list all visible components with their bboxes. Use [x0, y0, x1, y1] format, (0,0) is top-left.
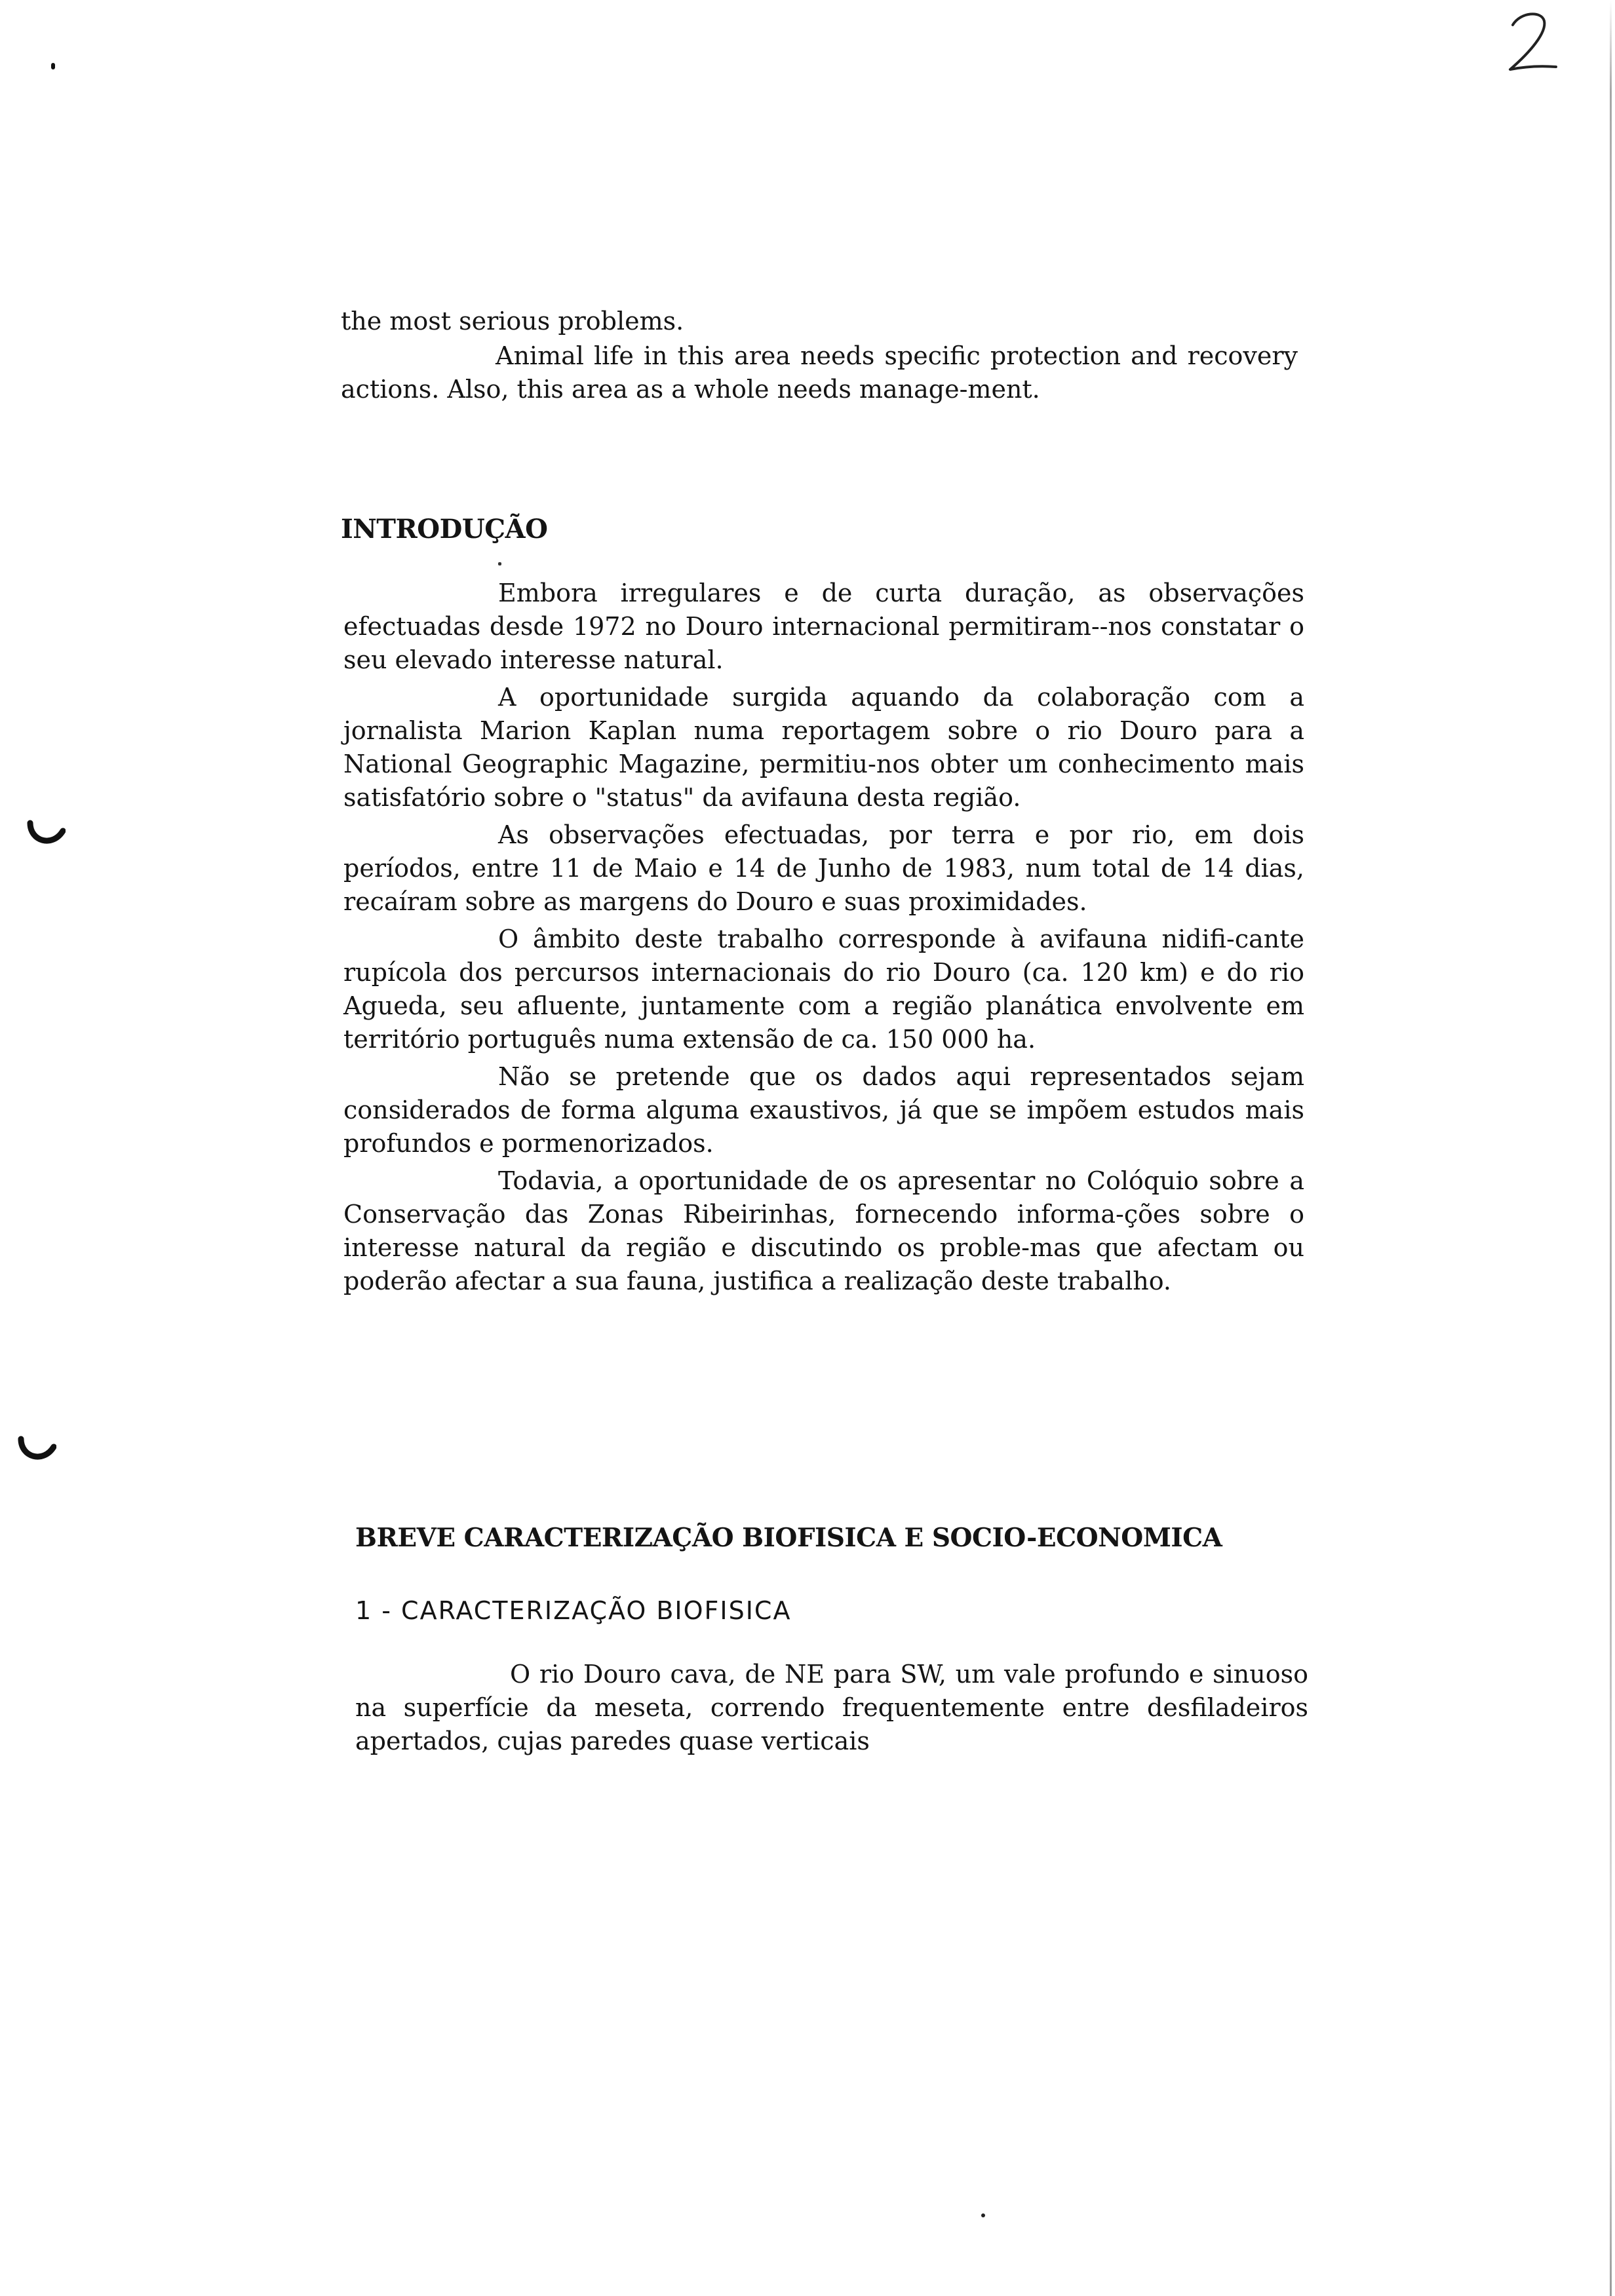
- introducao-paragraph: Embora irregulares e de curta duração, as observações efectuadas desde 1972 no Douro internacional permitiram--nos constatar o seu elevado interesse natural.: [343, 579, 1304, 674]
- scan-speck: [981, 2213, 985, 2217]
- handwritten-page-number: [1501, 7, 1560, 79]
- abstract-last-line: the most serious problems.: [341, 307, 684, 335]
- introducao-paragraph: As observações efectuadas, por terra e por rio, em dois períodos, entre 11 de Maio e 14 de Junho de 1983, num total de 14 dias, recaíram sobre as margens do Douro e suas proximidades.: [343, 820, 1304, 916]
- binder-hole-mark: [17, 1435, 56, 1466]
- scan-speck: [498, 562, 501, 565]
- caracterizacao-paragraph: O rio Douro cava, de NE para SW, um vale profundo e sinuoso na superfície da meseta, correndo frequentemente entre desfiladeiros apertados, cujas paredes quase verticais: [355, 1660, 1308, 1755]
- binder-hole-mark: [26, 819, 66, 851]
- introducao-paragraph: O âmbito deste trabalho corresponde à avifauna nidifi-cante rupícola dos percursos internacionais do rio Douro (ca. 120 km) e do rio Agueda, seu afluente, juntamente com a região planática envolvente em território português numa extensão de ca. 150 000 ha.: [343, 925, 1304, 1054]
- introducao-body: [343, 577, 1304, 1298]
- scan-edge: [1610, 0, 1612, 2296]
- caracterizacao-body: [355, 1658, 1308, 1758]
- scan-speck: [51, 63, 55, 69]
- introducao-paragraph: Todavia, a oportunidade de os apresentar no Colóquio sobre a Conservação das Zonas Ribeirinhas, fornecendo informa-ções sobre o interesse natural da região e discutindo os proble-mas que afectam ou poderão afectar a sua fauna, justifica a realização deste trabalho.: [343, 1166, 1304, 1295]
- introducao-paragraph: A oportunidade surgida aquando da colaboração com a jornalista Marion Kaplan numa reportagem sobre o rio Douro para a National Geographic Magazine, permitiu-nos obter um conhecimento mais satisfatório sobre o "status" da avifauna desta região.: [343, 683, 1304, 812]
- subsection-heading-biofisica: 1 - CARACTERIZAÇÃO BIOFISICA: [355, 1596, 792, 1625]
- section-heading-introducao: INTRODUÇÃO: [341, 514, 548, 545]
- introducao-paragraph: Não se pretende que os dados aqui representados sejam considerados de forma alguma exaustivos, já que se impõem estudos mais profundos e pormenorizados.: [343, 1062, 1304, 1158]
- abstract-paragraph: Animal life in this area needs specific protection and recovery actions. Also, this area as a whole needs manage-ment.: [341, 341, 1298, 404]
- section-heading-caracterizacao: BREVE CARACTERIZAÇÃO BIOFISICA E SOCIO-ECONOMICA: [355, 1523, 1222, 1553]
- abstract-continuation: [341, 305, 1298, 406]
